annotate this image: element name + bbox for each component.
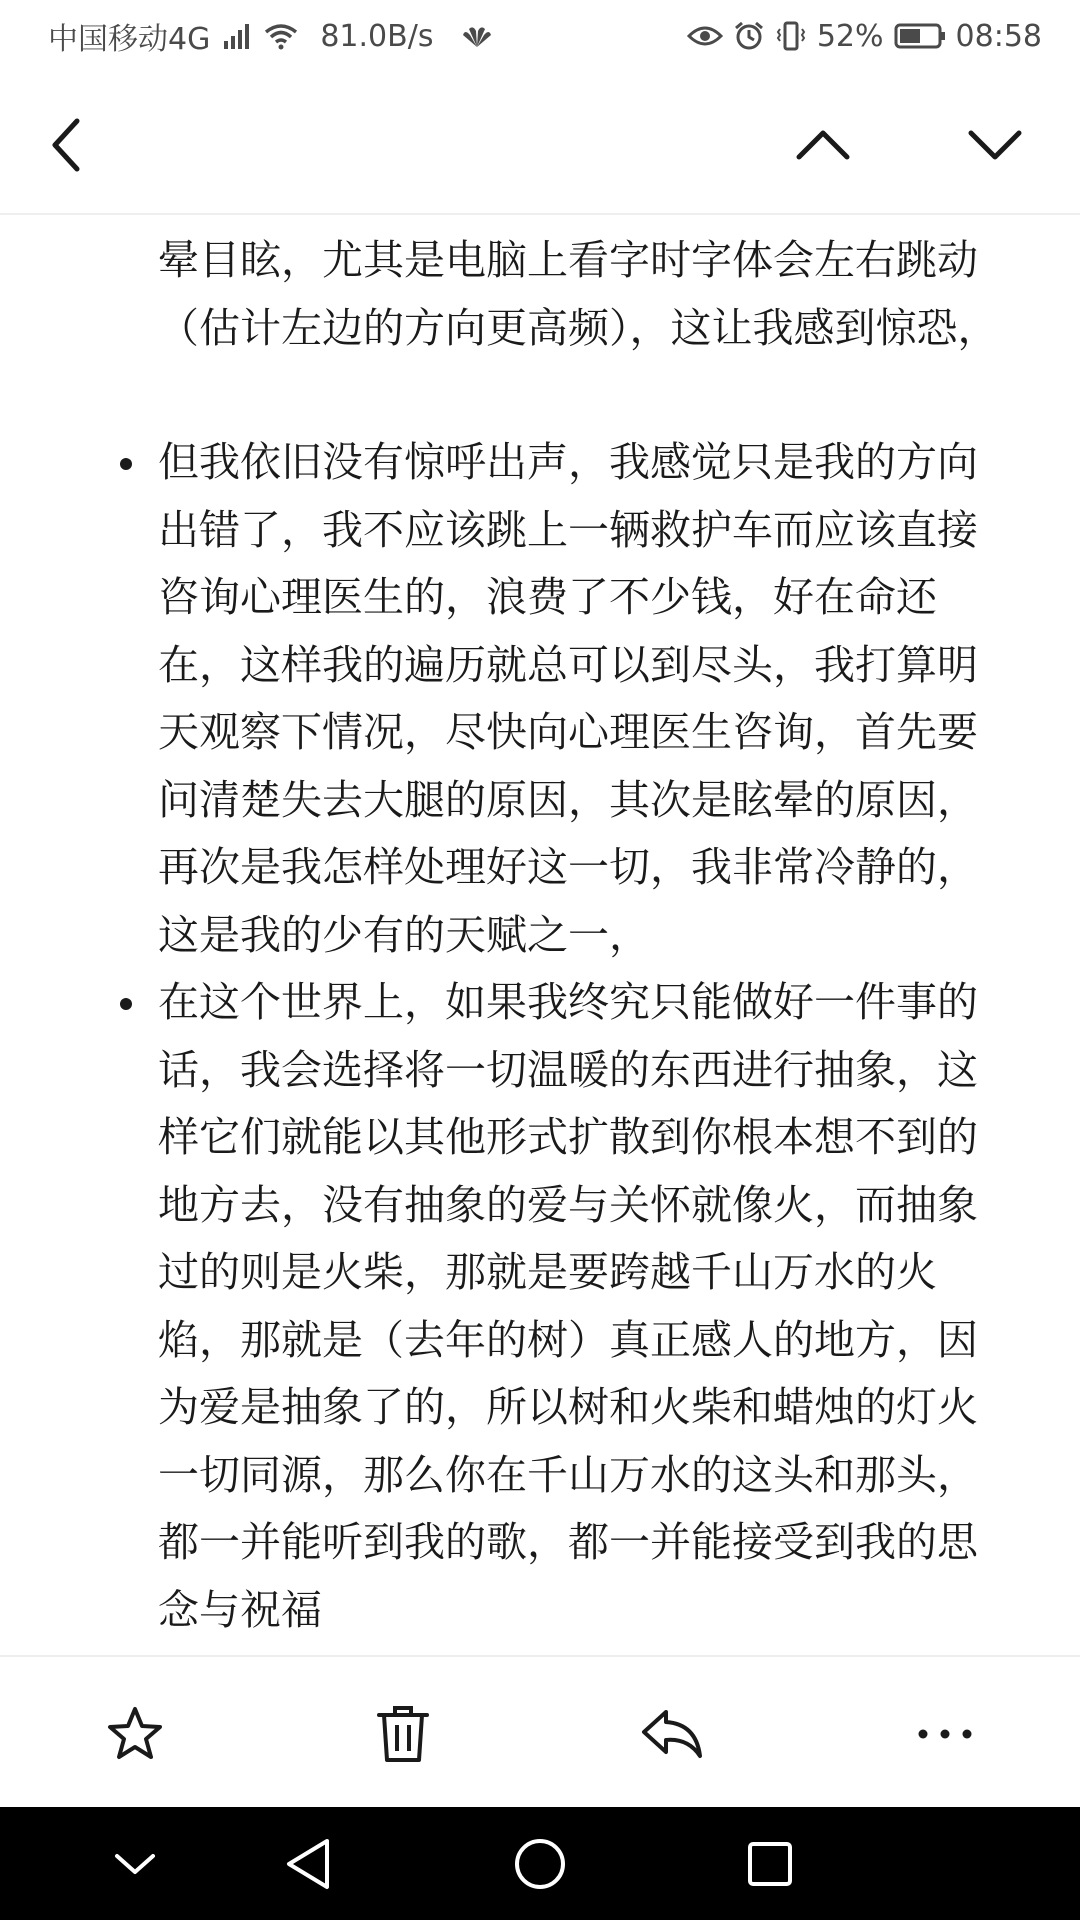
signal-icon	[222, 21, 252, 51]
hide-nav-button[interactable]	[100, 1829, 170, 1899]
back-triangle-icon	[283, 1837, 333, 1891]
paragraph-fragment: 晕目眩，尤其是电脑上看字时字体会左右跳动（估计左边的方向更高频），这让我感到惊恐，	[158, 236, 999, 352]
bottom-toolbar	[0, 1655, 1080, 1807]
previous-message-button[interactable]	[788, 110, 858, 180]
delete-button[interactable]	[358, 1689, 448, 1779]
more-icon	[917, 1728, 973, 1740]
system-home-button[interactable]	[505, 1829, 575, 1899]
star-button[interactable]	[90, 1689, 180, 1779]
back-button[interactable]	[32, 110, 102, 180]
alarm-icon	[733, 20, 765, 52]
recent-apps-icon	[745, 1839, 795, 1889]
eye-icon	[687, 24, 723, 48]
top-nav	[0, 72, 1080, 215]
chevron-up-icon	[795, 127, 851, 163]
back-arrow-icon	[47, 117, 87, 173]
message-body[interactable]	[0, 215, 1080, 1655]
status-left	[48, 14, 493, 58]
status-right	[687, 19, 1042, 54]
home-circle-icon	[513, 1837, 567, 1891]
wifi-icon	[264, 22, 298, 50]
battery-percent: 52%	[816, 18, 884, 54]
vibrate-icon	[775, 20, 807, 52]
list-item: 但我依旧没有惊呼出声，我感觉只是我的方向出错了，我不应该跳上一辆救护车而应该直接咨询心理医生的，浪费了不少钱，好在命还在，这样我的遍历就总可以到尽头，我打算明天观察下情况，尽快向心理医生咨询，首先要问清楚失去大腿的原因，其次是眩晕的原因，再次是我怎样处理好这一切，我非常冷静的，这是我的少有的天赋之一，	[158, 429, 1014, 969]
clock: 08:58	[955, 18, 1042, 54]
carrier-label: 中国移动4G	[48, 22, 211, 57]
list-item: 在这个世界上，如果我终究只能做好一件事的话，我会选择将一切温暖的东西进行抽象，这样它们就能以其他形式扩散到你根本想不到的地方去，没有抽象的爱与关怀就像火，而抽象过的则是火柴，那就是要跨越千山万水的火焰，那就是（去年的树）真正感人的地方，因为爱是抽象了的，所以树和火柴和蜡烛的灯火一切同源，那么你在千山万水的这头和那头，都一并能听到我的歌，都一并能接受到我的思念与祝福	[158, 969, 1014, 1644]
more-button[interactable]	[900, 1689, 990, 1779]
system-recent-button[interactable]	[735, 1829, 805, 1899]
chevron-down-icon	[967, 127, 1023, 163]
bullet-list	[0, 429, 1080, 1644]
battery-icon	[894, 22, 946, 50]
system-back-button[interactable]	[273, 1829, 343, 1899]
reply-button[interactable]	[628, 1689, 718, 1779]
huawei-icon	[461, 23, 493, 49]
system-nav-bar	[0, 1807, 1080, 1920]
star-icon	[105, 1704, 165, 1764]
network-speed: 81.0B/s	[320, 18, 434, 54]
trash-icon	[375, 1703, 431, 1765]
reply-icon	[640, 1706, 706, 1762]
hide-keyboard-icon	[113, 1850, 157, 1878]
next-message-button[interactable]	[960, 110, 1030, 180]
status-bar	[0, 0, 1080, 72]
